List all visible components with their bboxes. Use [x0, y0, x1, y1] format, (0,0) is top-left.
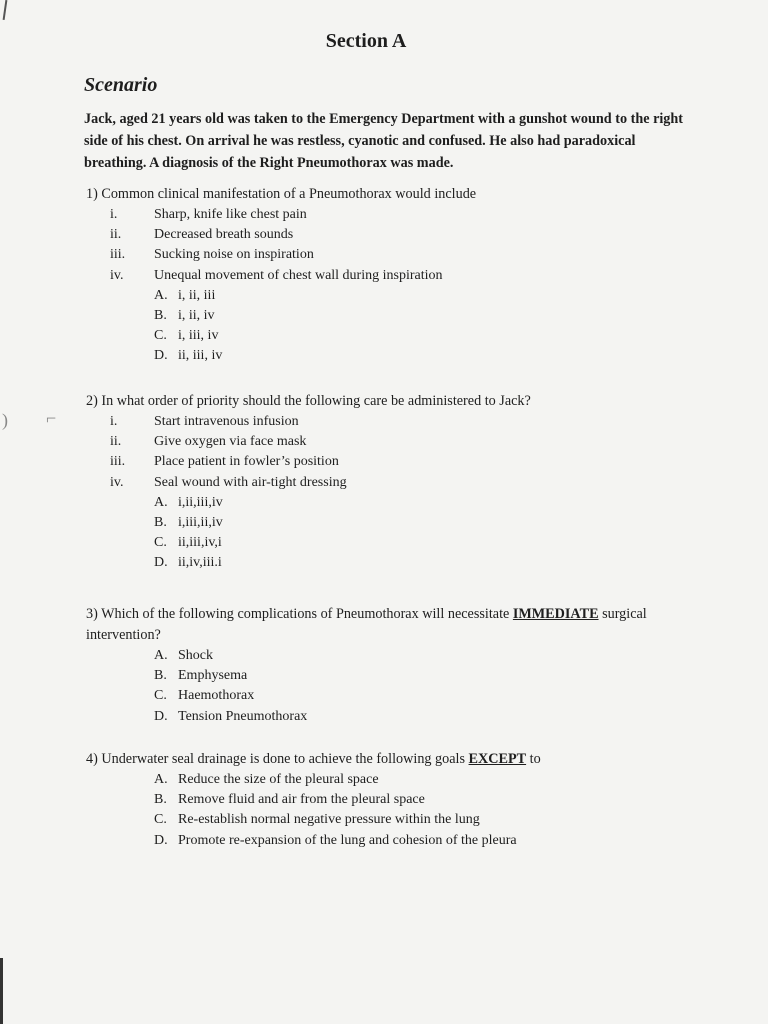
- question-stem-text: In what order of priority should the following care be administered to Jack?: [101, 393, 531, 409]
- statement-number: i.: [110, 207, 118, 222]
- statement-number: iv.: [110, 474, 124, 490]
- statement-item: [86, 225, 686, 245]
- option-text: ii, iii, iv: [178, 348, 223, 364]
- option-text: i,ii,iii,iv: [178, 494, 223, 510]
- question-stem-text: surgical intervention?: [86, 606, 647, 643]
- question-number: 3): [86, 606, 98, 622]
- statement-text: Seal wound with air-tight dressing: [154, 474, 347, 490]
- question-1: [86, 184, 686, 367]
- option-text: Promote re-expansion of the lung and cohesion of the pleura: [178, 832, 517, 848]
- statement-number: iv.: [110, 267, 124, 283]
- statement-number: iii.: [110, 247, 126, 263]
- question-3: [86, 604, 686, 727]
- option-letter: A.: [154, 287, 168, 303]
- answer-option: [154, 666, 686, 686]
- answer-option: [154, 493, 686, 513]
- option-letter: A.: [154, 772, 168, 787]
- option-text: Remove fluid and air from the pleural space: [178, 792, 425, 808]
- answer-option: [154, 513, 686, 533]
- option-letter: B.: [154, 668, 167, 684]
- emphasis-word: EXCEPT: [468, 751, 527, 767]
- statement-text: Start intravenous infusion: [154, 414, 299, 429]
- option-text: i, ii, iv: [178, 308, 215, 324]
- statement-text: Sharp, knife like chest pain: [154, 207, 307, 222]
- answer-option: [154, 707, 686, 727]
- answer-option: [154, 553, 686, 573]
- option-text: Tension Pneumothorax: [178, 708, 308, 724]
- option-letter: C.: [154, 535, 167, 551]
- statement-number: ii.: [110, 227, 122, 243]
- option-text: i,iii,ii,iv: [178, 515, 223, 531]
- option-letter: B.: [154, 308, 167, 324]
- option-letter: B.: [154, 792, 167, 808]
- question-number: 2): [86, 393, 98, 409]
- answer-option: [154, 346, 686, 366]
- option-letter: B.: [154, 515, 167, 531]
- question-stem: [86, 391, 686, 412]
- option-list: [86, 286, 686, 367]
- scan-edge-mark: [3, 0, 8, 20]
- statement-number: i.: [110, 414, 118, 429]
- option-text: Shock: [178, 648, 213, 663]
- statement-text: Decreased breath sounds: [154, 227, 294, 243]
- option-letter: D.: [154, 348, 168, 364]
- statement-item: [86, 266, 686, 286]
- answer-option: [154, 286, 686, 306]
- margin-bracket-mark: ): [2, 410, 8, 430]
- question-stem-text: Common clinical manifestation of a Pneumothorax would include: [101, 186, 477, 202]
- statement-text: Place patient in fowler’s position: [154, 454, 339, 470]
- option-letter: A.: [154, 494, 168, 510]
- question-number: 4): [86, 751, 98, 767]
- option-letter: A.: [154, 648, 168, 663]
- margin-pen-mark: ⌐: [46, 408, 57, 428]
- scenario-heading: Scenario: [84, 74, 158, 96]
- statement-text: Give oxygen via face mask: [154, 434, 307, 450]
- option-letter: C.: [154, 688, 167, 704]
- question-number: 1): [86, 186, 98, 202]
- question-stem-text: Underwater seal drainage is done to achieve the following goals: [101, 751, 469, 767]
- answer-option: [154, 326, 686, 346]
- option-text: ii,iv,iii.i: [178, 555, 222, 571]
- statement-text: Unequal movement of chest wall during inspiration: [154, 267, 443, 283]
- emphasis-word: IMMEDIATE: [512, 606, 599, 622]
- option-letter: D.: [154, 555, 168, 571]
- option-letter: C.: [154, 812, 167, 828]
- statement-list: [86, 412, 686, 493]
- option-text: i, ii, iii: [178, 287, 216, 303]
- option-letter: D.: [154, 832, 168, 848]
- question-4: [86, 749, 686, 851]
- statement-list: [86, 205, 686, 286]
- option-text: Haemothorax: [178, 688, 255, 704]
- answer-option: [154, 646, 686, 666]
- statement-item: [86, 245, 686, 265]
- statement-item: [86, 432, 686, 452]
- statement-number: ii.: [110, 434, 122, 450]
- question-stem: [86, 749, 686, 770]
- option-letter: C.: [154, 328, 167, 344]
- statement-item: [86, 412, 686, 432]
- answer-option: [154, 533, 686, 553]
- statement-item: [86, 473, 686, 493]
- option-text: Emphysema: [178, 668, 248, 684]
- option-list: [86, 493, 686, 574]
- question-stem-text: Which of the following complications of Pneumothorax will necessitate: [101, 606, 513, 622]
- option-list: [86, 646, 686, 727]
- question-2: [86, 391, 686, 574]
- option-text: ii,iii,iv,i: [178, 535, 222, 551]
- option-letter: D.: [154, 708, 168, 724]
- statement-item: [86, 452, 686, 472]
- scenario-text: Jack, aged 21 years old was taken to the Emergency Department with a gunshot wound to the right side of his chest. On arrival he was restless, cyanotic and confused. He also had paradoxical breathing. A diagnosis of the Right Pneumothorax was made.: [84, 111, 684, 171]
- statement-number: iii.: [110, 454, 126, 470]
- answer-option: [154, 306, 686, 326]
- answer-option: [154, 686, 686, 706]
- question-stem-text: to: [526, 751, 541, 767]
- option-text: Re-establish normal negative pressure within the lung: [178, 812, 480, 828]
- statement-item: [86, 205, 686, 225]
- answer-option: [154, 770, 686, 790]
- answer-option: [154, 810, 686, 830]
- option-text: i, iii, iv: [178, 328, 219, 344]
- option-text: Reduce the size of the pleural space: [178, 772, 379, 787]
- scan-edge-mark: [0, 958, 3, 1024]
- section-title: Section A: [325, 30, 407, 52]
- statement-text: Sucking noise on inspiration: [154, 247, 314, 263]
- option-list: [86, 770, 686, 851]
- question-stem: [86, 604, 686, 646]
- answer-option: [154, 790, 686, 810]
- answer-option: [154, 831, 686, 851]
- question-stem: [86, 184, 686, 205]
